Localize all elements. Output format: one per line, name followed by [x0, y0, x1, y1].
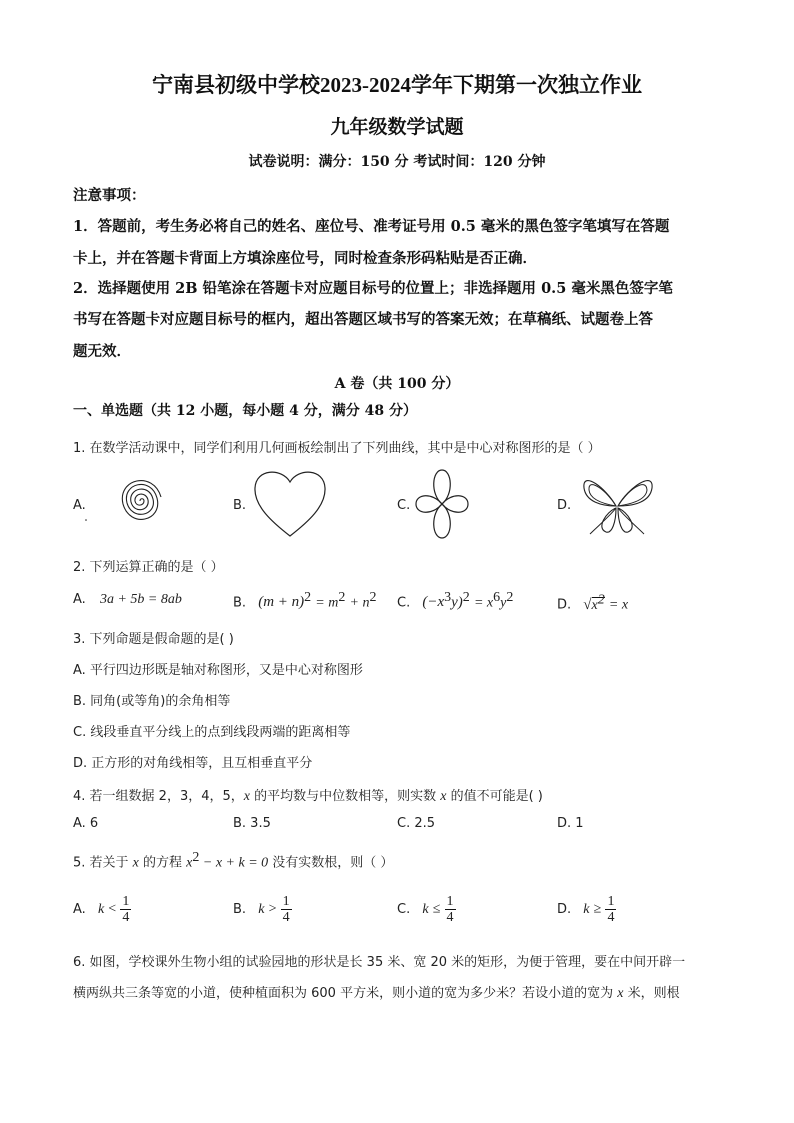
q5-stem-eq-var: x: [186, 855, 193, 871]
q5-option-d: [557, 894, 616, 925]
q2-option-c-mid: y): [451, 594, 463, 611]
q5-option-b-num: 1: [282, 894, 290, 909]
q5-option-d-label: D.: [557, 902, 572, 917]
q1-stem: 1. 在数学活动课中，同学们利用几何画板绘制出了下列曲线，其中是中心对称图形的是（ ）: [73, 441, 601, 456]
q2-option-c-rhs2: y: [500, 595, 507, 611]
q6-line-2: [73, 982, 680, 1002]
section-one-heading: 一、单选题（共 12 小题，每小题 4 分，满分 48 分）: [73, 403, 417, 419]
q5-option-b: [233, 894, 292, 925]
part-a-heading: A 卷（共 100 分）: [334, 376, 460, 392]
q2-option-c-rhs: = x: [473, 595, 494, 611]
q2-option-b-lhs: (m + n): [258, 594, 305, 611]
q2-option-c-label: C.: [397, 595, 411, 611]
q5-option-b-label: B.: [233, 902, 247, 917]
exam-subtitle: 九年级数学试题: [330, 117, 464, 138]
q5-option-b-den: 4: [282, 910, 290, 925]
q5-option-a-var: k: [97, 901, 105, 917]
q6-line-2-var: x: [617, 986, 624, 1001]
sqrt-sign-icon: √: [583, 596, 592, 613]
q4-option-a: A. 6: [73, 816, 99, 831]
q5-option-c-den: 4: [446, 910, 454, 925]
q2-option-b-rhs-exp: 2: [338, 590, 346, 605]
q1-option-c-label: C.: [397, 498, 411, 513]
q5-option-b-fraction: [281, 894, 292, 925]
q3-stem: 3. 下列命题是假命题的是( ): [73, 632, 234, 647]
q5-option-b-var: k: [258, 901, 265, 917]
q5-option-d-op: ≥: [593, 901, 602, 917]
q2-option-d-rad-var: x: [591, 597, 598, 613]
q5-stem-post: 没有实数根，则（ ）: [268, 855, 394, 871]
notice-item-2-line-3: 题无效．: [73, 343, 131, 360]
q2-option-c-exp-4: 2: [506, 590, 514, 605]
q5-option-c-label: C.: [397, 902, 411, 917]
q5-option-c-fraction: [445, 894, 456, 925]
q2-stem: 2. 下列运算正确的是（ ）: [73, 560, 224, 575]
q5-stem-eq-exp: 2: [192, 850, 200, 865]
q1-option-d-label: D.: [557, 498, 572, 513]
q2-option-a: [73, 592, 182, 608]
q2-option-a-expr: 3a + 5b = 8ab: [99, 592, 182, 607]
q4-stem-mid: 的平均数与中位数相等，则实数: [249, 789, 441, 804]
q2-option-b-rhs: = m: [315, 595, 339, 611]
q2-option-b-label: B.: [233, 595, 247, 611]
q2-option-b-rhs2: + n: [349, 595, 370, 611]
q6-line-2-post: 米，则根: [623, 986, 680, 1001]
q5-stem-var: x: [132, 855, 139, 871]
exam-info: 试卷说明：满分：150 分 考试时间：120 分钟: [248, 154, 546, 170]
q5-option-a-num: 1: [122, 894, 130, 909]
q5-option-d-var: k: [583, 901, 590, 917]
q5-option-a-op: <: [108, 901, 117, 917]
q5-option-c: [397, 894, 456, 925]
q2-option-b-rhs2-exp: 2: [369, 590, 377, 605]
spiral-curve-icon: [80, 466, 188, 536]
q5-option-a-label: A.: [73, 902, 86, 917]
q2-option-d-label: D.: [557, 597, 572, 613]
q2-option-d-rhs: = x: [608, 597, 629, 613]
q4-stem-pre: 4. 若一组数据 2，3，4，5，: [73, 789, 244, 804]
q5-stem-mid: 的方程: [138, 855, 187, 871]
q2-option-d-radicand: [591, 592, 605, 613]
notice-item-1-line-2: 卡上，并在答题卡背面上方填涂座位号，同时检查条形码粘贴是否正确．: [73, 250, 537, 267]
q4-stem-var-2: x: [440, 789, 447, 804]
q3-option-b: B. 同角(或等角)的余角相等: [73, 694, 231, 709]
q5-stem-eq-rest: − x + k = 0: [199, 855, 269, 871]
q5-option-c-var: k: [422, 901, 429, 917]
q4-option-b: B. 3.5: [233, 816, 271, 831]
q2-option-c-exp-1: 3: [444, 590, 452, 605]
q2-option-c-exp-3: 6: [493, 590, 501, 605]
q1-option-a-label: A.: [73, 498, 86, 513]
q2-option-d-rad-exp: 2: [597, 592, 605, 607]
q4-option-d: D. 1: [557, 816, 584, 831]
q2-option-a-label: A.: [73, 592, 86, 607]
q4-stem-post: 的值不可能是( ): [446, 789, 543, 804]
q4-stem: [73, 785, 543, 805]
q2-option-b: [233, 590, 376, 611]
q5-option-a-den: 4: [122, 910, 130, 925]
q5-option-b-op: >: [268, 901, 277, 917]
notice-item-1-line-1: 1．答题前，考生务必将自己的姓名、座位号、准考证号用 0.5 毫米的黑色签字笔填写在答题: [73, 218, 670, 235]
four-petal-curve-icon: [414, 466, 470, 542]
q5-option-d-fraction: [605, 894, 616, 925]
heart-curve-icon: [250, 466, 330, 538]
notice-item-2-line-1: 2．选择题使用 2B 铅笔涂在答题卡对应题目标号的位置上；非选择题用 0.5 毫米黑色签字笔: [73, 280, 673, 297]
q3-option-a: A. 平行四边形既是轴对称图形，又是中心对称图形: [73, 663, 363, 678]
q2-option-c-lhs: (−x: [422, 594, 445, 611]
q2-option-c-exp-2: 2: [462, 590, 470, 605]
q6-line-1: 6. 如图，学校课外生物小组的试验园地的形状是长 35 米、宽 20 米的矩形，为便于管理，要在中间开辟一: [73, 955, 686, 970]
q2-option-d: [557, 592, 628, 614]
q5-stem-pre: 5. 若关于: [73, 855, 133, 871]
q5-option-a: [73, 894, 131, 925]
q2-option-b-lhs-exp: 2: [304, 590, 312, 605]
q3-option-d: D. 正方形的对角线相等，且互相垂直平分: [73, 756, 313, 771]
q3-option-c: C. 线段垂直平分线上的点到线段两端的距离相等: [73, 725, 351, 740]
q5-option-c-num: 1: [446, 894, 454, 909]
notice-heading: 注意事项：: [73, 187, 146, 204]
exam-title: 宁南县初级中学校2023-2024学年下期第一次独立作业: [152, 73, 642, 97]
q2-option-c: [397, 590, 513, 611]
q5-option-c-op: ≤: [432, 901, 441, 917]
q4-option-c: C. 2.5: [397, 816, 436, 831]
q6-line-2-pre: 横两纵共三条等宽的小道，使种植面积为 600 平方米，则小道的宽为多少米？若设小道的宽为: [73, 986, 618, 1001]
butterfly-curve-icon: [576, 466, 660, 542]
q5-option-a-fraction: [120, 894, 131, 925]
q4-stem-var: x: [243, 789, 250, 804]
q5-option-d-den: 4: [607, 910, 615, 925]
q1-option-b-label: B.: [233, 498, 247, 513]
notice-item-2-line-2: 书写在答题卡对应题目标号的框内，超出答题区域书写的答案无效；在草稿纸、试题卷上答: [73, 311, 653, 328]
q5-stem: [73, 850, 393, 871]
q5-option-d-num: 1: [607, 894, 615, 909]
